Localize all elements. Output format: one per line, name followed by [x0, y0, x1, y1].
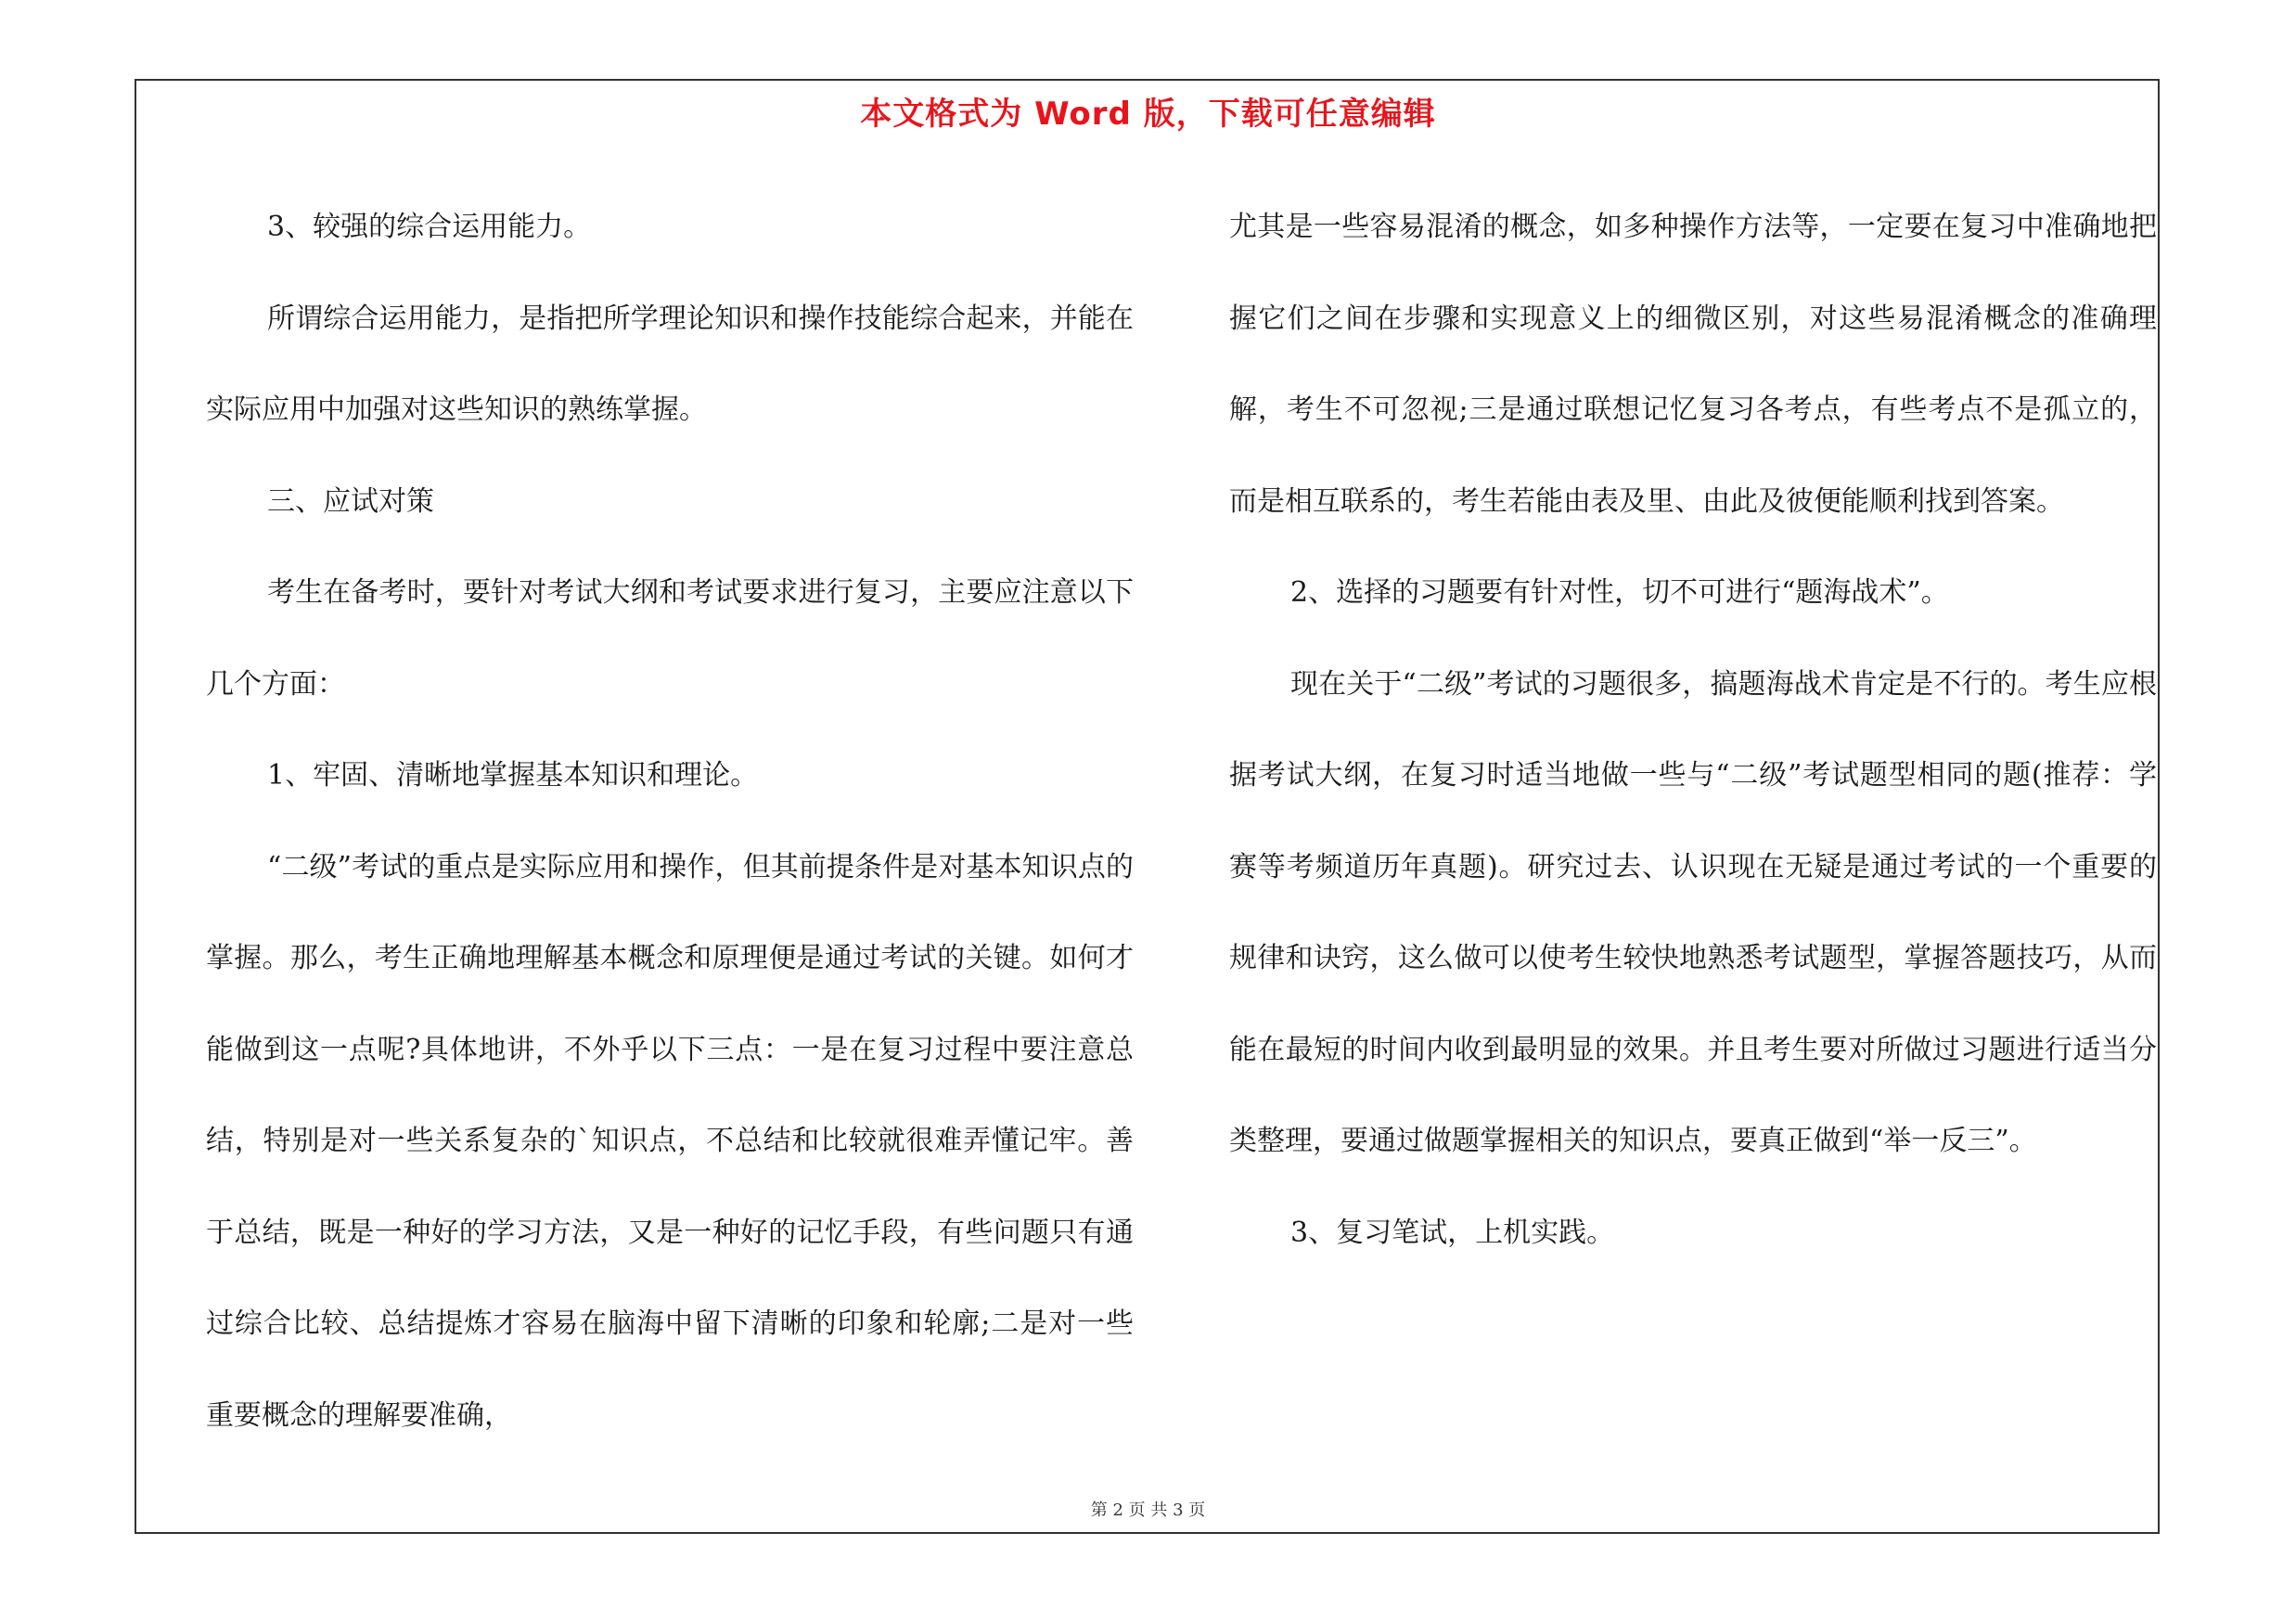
section-heading: 三、应试对策	[267, 484, 434, 518]
left-column	[206, 182, 1134, 1462]
right-column	[1229, 182, 2157, 1279]
paragraph: 2、选择的习题要有针对性，切不可进行“题海战术”。	[1290, 576, 1949, 609]
paragraph: “二级”考试的重点是实际应用和操作，但其前提条件是对基本知识点的掌握。那么，考生正确地理解基本概念和原理便是通过考试的关键。如何才能做到这一点呢?具体地讲，不外乎以下三点：一是在复习过程中要注意总结，特别是对一些关系复杂的`知识点，不总结和比较就很难弄懂记牢。善于总结，既是一种好的学习方法，又是一种好的记忆手段，有些问题只有通过综合比较、总结提炼才容易在脑海中留下清晰的印象和轮廓;二是对一些重要概念的理解要准确，	[206, 850, 1134, 1432]
format-notice-banner: 本文格式为 Word 版，下载可任意编辑	[860, 96, 1436, 133]
paragraph: 3、复习笔试，上机实践。	[1290, 1216, 1615, 1249]
page-number: 第 2 页 共 3 页	[1090, 1501, 1206, 1520]
paragraph: 所谓综合运用能力，是指把所学理论知识和操作技能综合起来，并能在实际应用中加强对这些知识的熟练掌握。	[206, 302, 1134, 426]
paragraph: 1、牢固、清晰地掌握基本知识和理论。	[267, 759, 759, 792]
paragraph: 3、较强的综合运用能力。	[267, 211, 592, 243]
paragraph: 现在关于“二级”考试的习题很多，搞题海战术肯定是不行的。考生应根据考试大纲，在复习时适当地做一些与“二级”考试题型相同的题(推荐：学赛等考频道历年真题)。研究过去、认识现在无疑是通过考试的一个重要的规律和诀窍，这么做可以使考生较快地熟悉考试题型，掌握答题技巧，从而能在最短的时间内收到最明显的效果。并且考生要对所做过习题进行适当分类整理，要通过做题掌握相关的知识点，要真正做到“举一反三”。	[1229, 667, 2157, 1157]
paragraph: 考生在备考时，要针对考试大纲和考试要求进行复习，主要应注意以下几个方面：	[206, 576, 1134, 701]
paragraph: 尤其是一些容易混淆的概念，如多种操作方法等，一定要在复习中准确地把握它们之间在步骤和实现意义上的细微区别，对这些易混淆概念的准确理解，考生不可忽视;三是通过联想记忆复习各考点，有些考点不是孤立的，而是相互联系的，考生若能由表及里、由此及彼便能顺利找到答案。	[1229, 211, 2157, 518]
